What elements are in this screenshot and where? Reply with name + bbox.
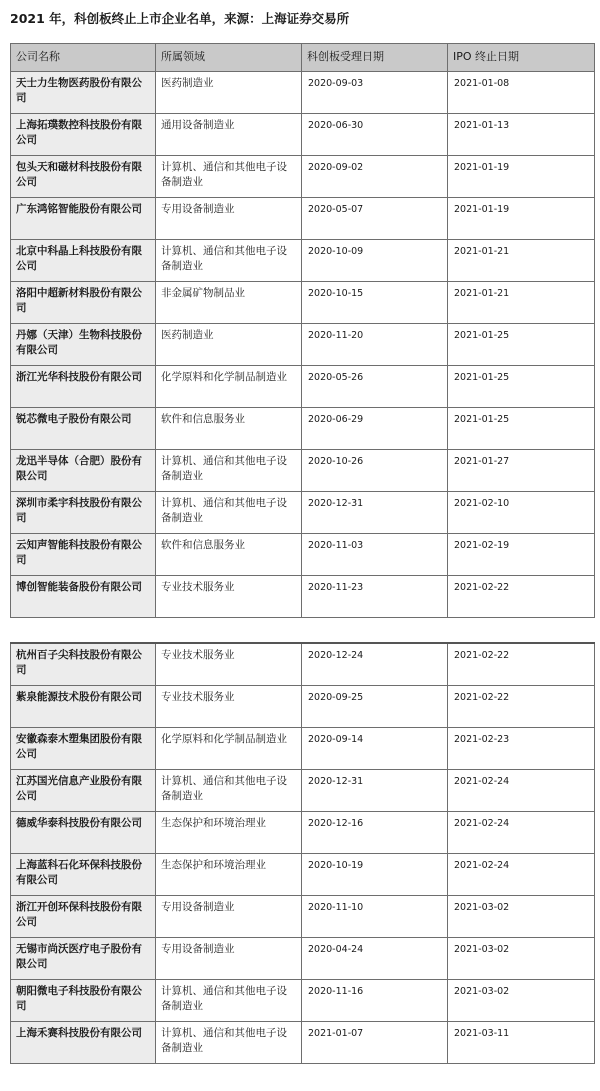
industry-cell: 计算机、通信和其他电子设备制造业 xyxy=(156,980,302,1022)
table-row xyxy=(11,324,595,366)
company-name-cell: 上海禾赛科技股份有限公司 xyxy=(11,1022,156,1064)
accept-date-cell: 2020-09-03 xyxy=(302,72,448,114)
terminate-date-cell: 2021-03-02 xyxy=(448,896,595,938)
industry-cell: 非金属矿物制品业 xyxy=(156,282,302,324)
terminate-date-cell: 2021-01-08 xyxy=(448,72,595,114)
company-name-cell: 杭州百子尖科技股份有限公司 xyxy=(11,643,156,686)
company-name-cell: 无锡市尚沃医疗电子股份有限公司 xyxy=(11,938,156,980)
delisting-table-part1 xyxy=(10,43,595,618)
accept-date-cell: 2020-11-20 xyxy=(302,324,448,366)
accept-date-cell: 2020-12-24 xyxy=(302,643,448,686)
company-name-cell: 北京中科晶上科技股份有限公司 xyxy=(11,240,156,282)
industry-cell: 医药制造业 xyxy=(156,72,302,114)
table-row xyxy=(11,938,595,980)
terminate-date-cell: 2021-01-21 xyxy=(448,282,595,324)
table-row xyxy=(11,686,595,728)
table-row xyxy=(11,282,595,324)
company-name-cell: 龙迅半导体（合肥）股份有限公司 xyxy=(11,450,156,492)
industry-cell: 计算机、通信和其他电子设备制造业 xyxy=(156,240,302,282)
company-name-cell: 深圳市柔宇科技股份有限公司 xyxy=(11,492,156,534)
table-row xyxy=(11,114,595,156)
industry-cell: 医药制造业 xyxy=(156,324,302,366)
terminate-date-cell: 2021-02-24 xyxy=(448,770,595,812)
accept-date-cell: 2020-05-07 xyxy=(302,198,448,240)
terminate-date-cell: 2021-01-25 xyxy=(448,408,595,450)
accept-date-cell: 2020-10-19 xyxy=(302,854,448,896)
table-row xyxy=(11,366,595,408)
company-name-cell: 朝阳微电子科技股份有限公司 xyxy=(11,980,156,1022)
company-name-cell: 包头天和磁材科技股份有限公司 xyxy=(11,156,156,198)
header-company: 公司名称 xyxy=(11,44,156,72)
delisting-table-part2 xyxy=(10,642,595,1064)
table-row xyxy=(11,450,595,492)
company-name-cell: 上海拓璞数控科技股份有限公司 xyxy=(11,114,156,156)
terminate-date-cell: 2021-01-21 xyxy=(448,240,595,282)
industry-cell: 计算机、通信和其他电子设备制造业 xyxy=(156,1022,302,1064)
terminate-date-cell: 2021-01-27 xyxy=(448,450,595,492)
company-name-cell: 江苏国光信息产业股份有限公司 xyxy=(11,770,156,812)
table-row xyxy=(11,896,595,938)
company-name-cell: 洛阳中超新材料股份有限公司 xyxy=(11,282,156,324)
terminate-date-cell: 2021-03-11 xyxy=(448,1022,595,1064)
header-terminate-date: IPO 终止日期 xyxy=(448,44,595,72)
industry-cell: 专业技术服务业 xyxy=(156,686,302,728)
accept-date-cell: 2020-11-16 xyxy=(302,980,448,1022)
terminate-date-cell: 2021-01-19 xyxy=(448,156,595,198)
table-row xyxy=(11,156,595,198)
terminate-date-cell: 2021-01-13 xyxy=(448,114,595,156)
industry-cell: 生态保护和环境治理业 xyxy=(156,854,302,896)
accept-date-cell: 2020-10-15 xyxy=(302,282,448,324)
industry-cell: 专业技术服务业 xyxy=(156,643,302,686)
company-name-cell: 德威华泰科技股份有限公司 xyxy=(11,812,156,854)
terminate-date-cell: 2021-02-22 xyxy=(448,643,595,686)
table-row xyxy=(11,1022,595,1064)
accept-date-cell: 2020-09-02 xyxy=(302,156,448,198)
accept-date-cell: 2020-09-25 xyxy=(302,686,448,728)
terminate-date-cell: 2021-03-02 xyxy=(448,980,595,1022)
industry-cell: 软件和信息服务业 xyxy=(156,534,302,576)
table-row xyxy=(11,492,595,534)
terminate-date-cell: 2021-02-19 xyxy=(448,534,595,576)
table-row xyxy=(11,198,595,240)
company-name-cell: 浙江光华科技股份有限公司 xyxy=(11,366,156,408)
table-row xyxy=(11,812,595,854)
terminate-date-cell: 2021-02-22 xyxy=(448,576,595,618)
company-name-cell: 广东鸿铭智能股份有限公司 xyxy=(11,198,156,240)
company-name-cell: 浙江开创环保科技股份有限公司 xyxy=(11,896,156,938)
table-row xyxy=(11,728,595,770)
accept-date-cell: 2020-06-30 xyxy=(302,114,448,156)
accept-date-cell: 2020-12-31 xyxy=(302,770,448,812)
terminate-date-cell: 2021-03-02 xyxy=(448,938,595,980)
industry-cell: 通用设备制造业 xyxy=(156,114,302,156)
industry-cell: 化学原料和化学制品制造业 xyxy=(156,728,302,770)
industry-cell: 计算机、通信和其他电子设备制造业 xyxy=(156,156,302,198)
company-name-cell: 云知声智能科技股份有限公司 xyxy=(11,534,156,576)
table-row xyxy=(11,408,595,450)
table-row xyxy=(11,643,595,686)
industry-cell: 软件和信息服务业 xyxy=(156,408,302,450)
company-name-cell: 天士力生物医药股份有限公司 xyxy=(11,72,156,114)
accept-date-cell: 2020-09-14 xyxy=(302,728,448,770)
industry-cell: 化学原料和化学制品制造业 xyxy=(156,366,302,408)
industry-cell: 计算机、通信和其他电子设备制造业 xyxy=(156,450,302,492)
accept-date-cell: 2020-06-29 xyxy=(302,408,448,450)
company-name-cell: 安徽森泰木塑集团股份有限公司 xyxy=(11,728,156,770)
company-name-cell: 紫泉能源技术股份有限公司 xyxy=(11,686,156,728)
industry-cell: 专用设备制造业 xyxy=(156,198,302,240)
accept-date-cell: 2020-10-09 xyxy=(302,240,448,282)
company-name-cell: 丹娜（天津）生物科技股份有限公司 xyxy=(11,324,156,366)
company-name-cell: 锐芯微电子股份有限公司 xyxy=(11,408,156,450)
accept-date-cell: 2020-11-10 xyxy=(302,896,448,938)
accept-date-cell: 2021-01-07 xyxy=(302,1022,448,1064)
company-name-cell: 上海蓝科石化环保科技股份有限公司 xyxy=(11,854,156,896)
company-name-cell: 博创智能装备股份有限公司 xyxy=(11,576,156,618)
header-accept-date: 科创板受理日期 xyxy=(302,44,448,72)
table-row xyxy=(11,980,595,1022)
table-row xyxy=(11,854,595,896)
terminate-date-cell: 2021-01-19 xyxy=(448,198,595,240)
terminate-date-cell: 2021-01-25 xyxy=(448,324,595,366)
industry-cell: 专业技术服务业 xyxy=(156,576,302,618)
accept-date-cell: 2020-11-03 xyxy=(302,534,448,576)
terminate-date-cell: 2021-02-22 xyxy=(448,686,595,728)
industry-cell: 计算机、通信和其他电子设备制造业 xyxy=(156,492,302,534)
table-row xyxy=(11,534,595,576)
terminate-date-cell: 2021-02-10 xyxy=(448,492,595,534)
industry-cell: 计算机、通信和其他电子设备制造业 xyxy=(156,770,302,812)
table-row xyxy=(11,576,595,618)
accept-date-cell: 2020-05-26 xyxy=(302,366,448,408)
accept-date-cell: 2020-10-26 xyxy=(302,450,448,492)
accept-date-cell: 2020-12-16 xyxy=(302,812,448,854)
table-row xyxy=(11,770,595,812)
accept-date-cell: 2020-12-31 xyxy=(302,492,448,534)
document-title: 2021 年，科创板终止上市企业名单，来源：上海证券交易所 xyxy=(10,11,350,26)
header-row xyxy=(11,44,595,72)
table-row xyxy=(11,72,595,114)
accept-date-cell: 2020-04-24 xyxy=(302,938,448,980)
industry-cell: 专用设备制造业 xyxy=(156,938,302,980)
industry-cell: 专用设备制造业 xyxy=(156,896,302,938)
terminate-date-cell: 2021-01-25 xyxy=(448,366,595,408)
table-row xyxy=(11,240,595,282)
terminate-date-cell: 2021-02-24 xyxy=(448,812,595,854)
terminate-date-cell: 2021-02-24 xyxy=(448,854,595,896)
header-industry: 所属领域 xyxy=(156,44,302,72)
terminate-date-cell: 2021-02-23 xyxy=(448,728,595,770)
accept-date-cell: 2020-11-23 xyxy=(302,576,448,618)
industry-cell: 生态保护和环境治理业 xyxy=(156,812,302,854)
